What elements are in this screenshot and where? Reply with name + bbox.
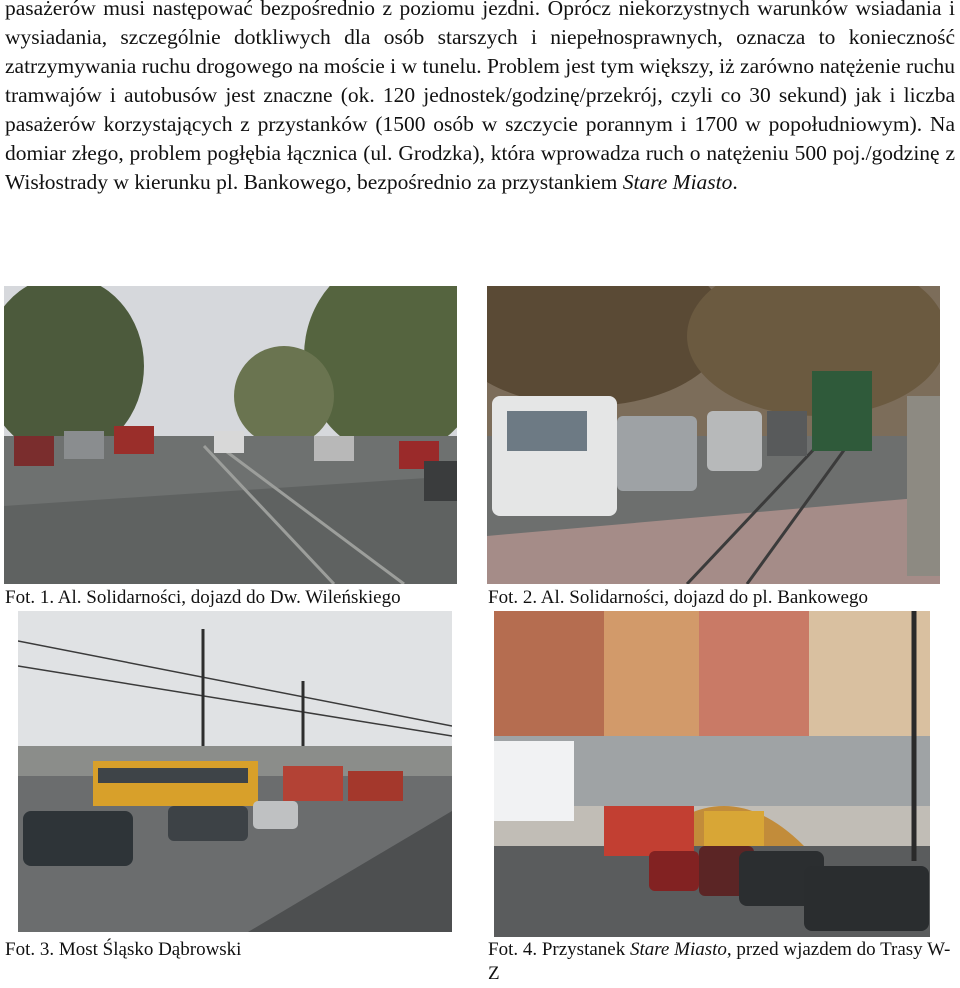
photo-4: [494, 611, 930, 937]
caption-4-end: , przed wjazdem do Trasy W-Z: [488, 939, 951, 984]
paragraph-text: pasażerów musi następować bezpośrednio z poziomu jezdni. Oprócz niekorzystnych warunków wsiadania i wysiadania, szczególnie dotkliwych dla osób starszych i niepełnosprawnych, oznacza to konieczność zatrzymywania ruchu drogowego na moście i w tunelu. Problem jest tym większy, iż zarówno natężenie ruchu tramwajów i autobusów jest znaczne (ok. 120 jednostek/godzinę/przekrój, czyli co 30 sekund) jak i liczba pasażerów korzystających z przystanków (1500 osób w szczycie porannym i 1700 w popołudniowym). Na domiar złego, problem pogłębia łącznica (ul. Grodzka), która wprowadza ruch o natężeniu 500 poj./godzinę z Wisłostrady w kierunku pl. Bankowego, bezpośrednio za przystankiem: [5, 0, 955, 194]
tunnel-photo-image: [494, 611, 930, 937]
photo-2: [487, 286, 940, 584]
bridge-photo-image: [18, 611, 452, 932]
caption-2: Fot. 2. Al. Solidarności, dojazd do pl. Bankowego: [488, 587, 868, 608]
street-photo-image: [4, 286, 457, 584]
caption-4-text: Fot. 4. Przystanek: [488, 939, 630, 960]
caption-4: [488, 938, 953, 986]
caption-3: Fot. 3. Most Śląsko Dąbrowski: [5, 939, 242, 960]
paragraph-end: .: [732, 170, 738, 194]
photo-3: [18, 611, 452, 932]
caption-4-italic: Stare Miasto: [629, 939, 727, 960]
traffic-photo-image: [487, 286, 940, 584]
caption-1: Fot. 1. Al. Solidarności, dojazd do Dw. Wileńskiego: [5, 587, 401, 608]
paragraph-italic-text: Stare Miasto: [622, 170, 733, 194]
photo-1: [4, 286, 457, 584]
body-paragraph: [5, 0, 955, 197]
